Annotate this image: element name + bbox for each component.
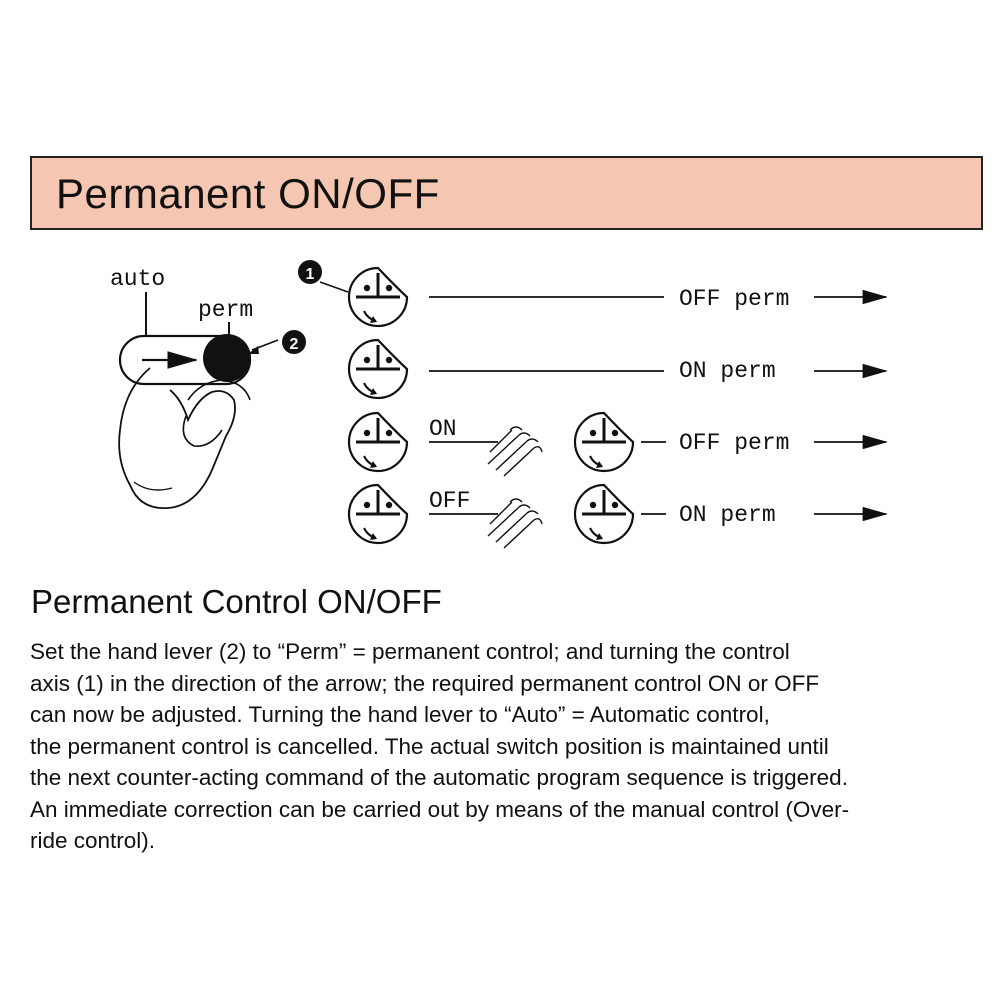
row-3-start-label: ON xyxy=(429,416,457,442)
body-line: can now be adjusted. Turning the hand lever to “Auto” = Automatic control, xyxy=(30,702,770,727)
control-axis-knob-4 xyxy=(349,485,407,543)
control-axis-knob-3b xyxy=(575,413,633,471)
row-4-start-label: OFF xyxy=(429,488,471,514)
callout-1-number: 1 xyxy=(305,266,315,283)
hand-gesture-2 xyxy=(488,499,542,548)
body-line: the permanent control is cancelled. The actual switch position is maintained until xyxy=(30,733,829,759)
body-line: Set the hand lever (2) to “Perm” = permanent control; and turning the control xyxy=(30,639,790,664)
perm-label: perm xyxy=(198,297,254,323)
control-axis-knob-4b xyxy=(575,485,633,543)
row-4-result: ON perm xyxy=(679,502,776,528)
control-axis-knob-1 xyxy=(349,268,407,326)
control-axis-knob-2 xyxy=(349,340,407,398)
body-line: axis (1) in the direction of the arrow; the required permanent control ON or OFF xyxy=(30,670,820,696)
hand-drawing xyxy=(119,368,235,508)
body-line: the next counter-acting command of the automatic program sequence is triggered. xyxy=(30,765,848,790)
title-banner xyxy=(30,156,983,230)
control-axis-knob-3 xyxy=(349,413,407,471)
row-2-result: ON perm xyxy=(679,358,776,384)
row-1-result: OFF perm xyxy=(679,286,790,312)
auto-label: auto xyxy=(110,266,166,292)
body-line: An immediate correction can be carried out by means of the manual control (Over- xyxy=(30,796,850,822)
permanent-control-diagram xyxy=(0,250,1008,580)
body-text xyxy=(30,636,990,857)
body-line: ride control). xyxy=(30,828,156,853)
section-title: Permanent Control ON/OFF xyxy=(31,583,442,620)
page-title: Permanent ON/OFF xyxy=(56,170,440,217)
hand-lever-knob xyxy=(203,334,251,382)
hand-gesture-1 xyxy=(488,427,542,476)
row-3-result: OFF perm xyxy=(679,430,790,456)
callout-2-number: 2 xyxy=(289,336,299,353)
